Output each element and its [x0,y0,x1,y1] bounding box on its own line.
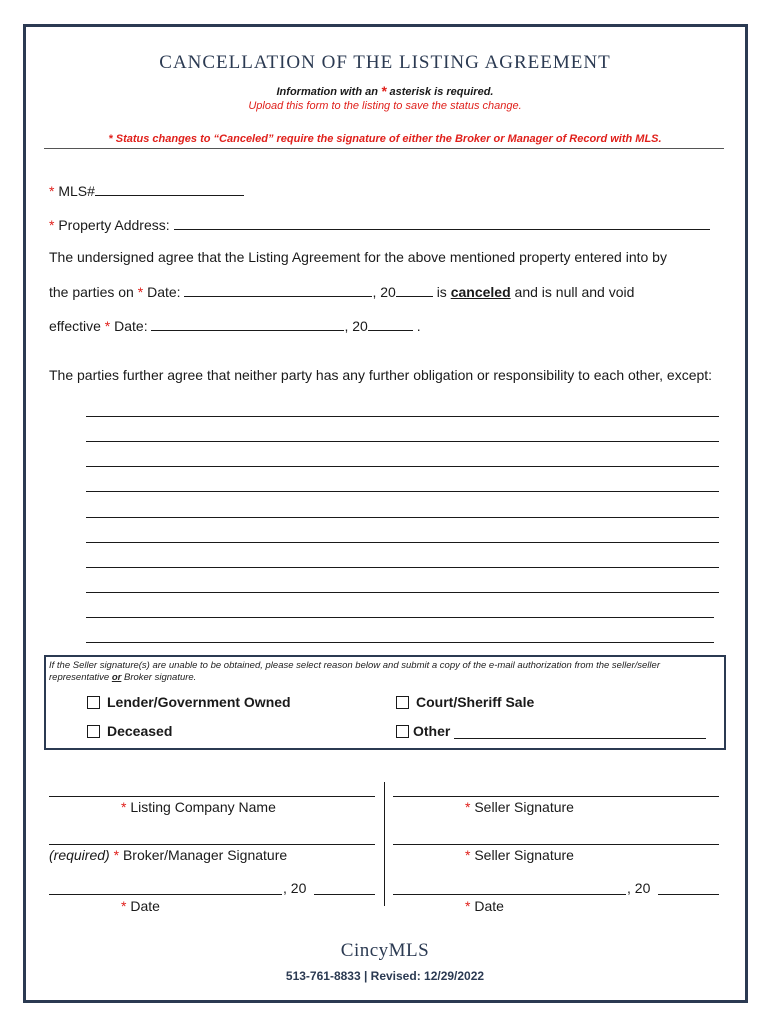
mls-label: MLS# [58,183,95,199]
header-divider [44,148,724,149]
left-date-line[interactable] [49,894,282,895]
listing-company-label: * Listing Company Name [121,799,276,815]
seller-signature-line-1[interactable] [393,796,719,797]
right-date-label: * Date [465,898,504,914]
deceased-checkbox[interactable] [87,725,100,738]
signature-divider [384,782,385,906]
mls-row: * MLS# [49,182,244,199]
other-reason-field[interactable] [454,724,706,739]
except-line[interactable] [86,441,719,442]
right-year-line[interactable] [658,894,719,895]
lender-checkbox[interactable] [87,696,100,709]
form-title: CANCELLATION OF THE LISTING AGREEMENT [159,52,611,73]
deceased-option[interactable]: Deceased [87,723,172,739]
except-line[interactable] [86,517,719,518]
agreement-date-field[interactable] [184,283,372,297]
court-sheriff-option[interactable]: Court/Sheriff Sale [396,694,534,710]
lender-government-option[interactable]: Lender/Government Owned [87,694,291,710]
seller-signature-label-1: * Seller Signature [465,799,574,815]
except-line[interactable] [86,542,719,543]
effective-year-field[interactable] [368,317,413,331]
except-line[interactable] [86,617,714,618]
court-checkbox[interactable] [396,696,409,709]
agreement-date-row: the parties on * Date: , 20 is canceled and is null and void [49,284,635,300]
effective-date-field[interactable] [151,317,344,331]
except-line[interactable] [86,466,719,467]
upload-note: Upload this form to the listing to save the status change. [248,100,522,112]
except-text: The parties further agree that neither party has any further obligation or responsibility to each other, except: [49,367,713,383]
except-line[interactable] [86,642,714,643]
status-change-note: * Status changes to “Canceled” require the signature of either the Broker or Manager of Record with MLS. [108,133,662,145]
mls-field[interactable] [95,182,244,196]
broker-signature-label: (required) * Broker/Manager Signature [49,847,288,863]
property-address-field[interactable] [174,216,710,230]
address-label: Property Address: [58,217,170,233]
right-date-line[interactable] [393,894,626,895]
listing-company-line[interactable] [49,796,375,797]
seller-signature-line-2[interactable] [393,844,719,845]
left-year-prefix: , 20 [283,880,307,896]
except-line[interactable] [86,567,719,568]
agreement-text: The undersigned agree that the Listing Agreement for the above mentioned property entered into by [49,249,667,265]
left-date-label: * Date [121,898,160,914]
cincymls-logo: CincyMLS [340,940,430,961]
except-line[interactable] [86,491,719,492]
except-line[interactable] [86,592,719,593]
footer-contact: 513-761-8833 | Revised: 12/29/2022 [285,969,485,983]
canceled-word: canceled [450,284,511,300]
right-year-prefix: , 20 [627,880,651,896]
seller-signature-label-2: * Seller Signature [465,847,574,863]
required-note: Information with an * asterisk is required. [276,83,494,99]
except-line[interactable] [86,416,719,417]
broker-signature-line[interactable] [49,844,375,845]
effective-date-row: effective * Date: , 20 . [49,318,421,334]
left-year-line[interactable] [314,894,375,895]
other-option[interactable]: Other [396,723,706,739]
agreement-year-field[interactable] [396,283,433,297]
other-checkbox[interactable] [396,725,409,738]
reason-instructions: If the Seller signature(s) are unable to be obtained, please select reason below and submit a copy of the e-mail authorization from the seller/seller representative or Broker signature. [49,660,660,683]
address-row: * Property Address: [49,216,710,233]
